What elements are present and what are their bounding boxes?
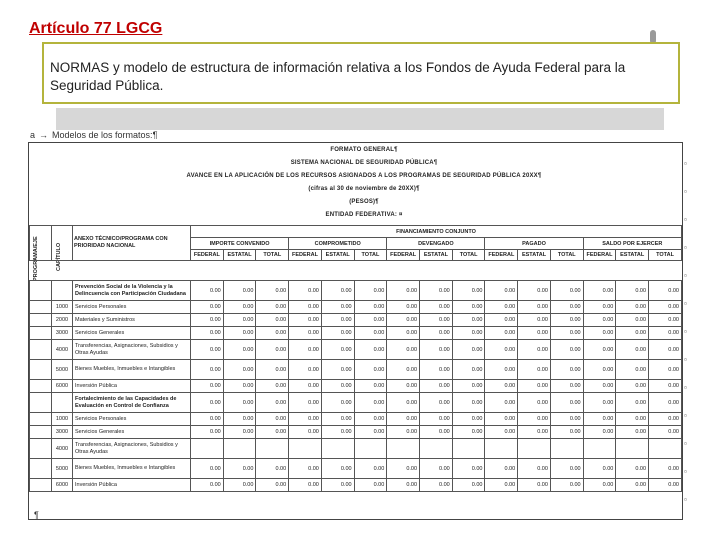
sub-header: TOTAL xyxy=(452,250,485,261)
capitulo-cell: 4000 xyxy=(52,439,73,459)
header-line-1: FORMATO GENERAL¶ xyxy=(330,147,398,153)
value-cell: 0.00 xyxy=(223,360,256,380)
value-cell: 0.00 xyxy=(289,479,322,492)
value-cell: 0.00 xyxy=(256,301,289,314)
value-cell: 0.00 xyxy=(583,301,616,314)
value-cell: 0.00 xyxy=(354,380,387,393)
table-row xyxy=(30,340,682,360)
value-cell: 0.00 xyxy=(616,360,649,380)
value-cell xyxy=(485,439,518,459)
header-line-6: ENTIDAD FEDERATIVA: ¤ xyxy=(325,212,403,218)
value-cell: 0.00 xyxy=(256,393,289,413)
value-cell xyxy=(387,439,420,459)
value-cell: 0.00 xyxy=(256,426,289,439)
value-cell: 0.00 xyxy=(256,281,289,301)
capitulo-cell xyxy=(52,393,73,413)
value-cell: 0.00 xyxy=(452,281,485,301)
value-cell: 0.00 xyxy=(191,281,224,301)
header-line-5: (PESOS)¶ xyxy=(349,199,379,205)
value-cell: 0.00 xyxy=(485,413,518,426)
capitulo-cell: 2000 xyxy=(52,314,73,327)
value-cell: 0.00 xyxy=(321,281,354,301)
value-cell: 0.00 xyxy=(583,360,616,380)
value-cell: 0.00 xyxy=(223,281,256,301)
eje-cell xyxy=(30,459,52,479)
form-frame xyxy=(28,142,683,520)
value-cell: 0.00 xyxy=(420,393,453,413)
value-cell xyxy=(289,439,322,459)
table-row xyxy=(30,314,682,327)
value-cell: 0.00 xyxy=(321,426,354,439)
value-cell: 0.00 xyxy=(387,301,420,314)
capitulo-cell xyxy=(52,281,73,301)
side-label-eje: PROGRAMA/EJE xyxy=(33,236,39,281)
value-cell: 0.00 xyxy=(289,301,322,314)
value-cell: 0.00 xyxy=(289,327,322,340)
sub-header: ESTATAL xyxy=(223,250,256,261)
value-cell: 0.00 xyxy=(485,380,518,393)
value-cell: 0.00 xyxy=(321,314,354,327)
value-cell: 0.00 xyxy=(223,314,256,327)
value-cell: 0.00 xyxy=(550,393,583,413)
value-cell xyxy=(420,439,453,459)
concept-cell: Servicios Personales xyxy=(73,413,191,426)
value-cell: 0.00 xyxy=(485,327,518,340)
value-cell xyxy=(354,439,387,459)
value-cell: 0.00 xyxy=(616,393,649,413)
section-marker: a xyxy=(30,130,36,140)
value-cell: 0.00 xyxy=(485,479,518,492)
value-cell: 0.00 xyxy=(550,281,583,301)
value-cell: 0.00 xyxy=(420,459,453,479)
group-importe: IMPORTE CONVENIDO xyxy=(191,238,289,250)
value-cell: 0.00 xyxy=(583,380,616,393)
value-cell: 0.00 xyxy=(452,459,485,479)
value-cell: 0.00 xyxy=(321,360,354,380)
sub-header: ESTATAL xyxy=(420,250,453,261)
value-cell: 0.00 xyxy=(321,301,354,314)
value-cell: 0.00 xyxy=(256,327,289,340)
value-cell: 0.00 xyxy=(191,413,224,426)
eje-cell xyxy=(30,439,52,459)
value-cell: 0.00 xyxy=(387,459,420,479)
value-cell: 0.00 xyxy=(485,360,518,380)
capitulo-cell: 1000 xyxy=(52,413,73,426)
sub-header: ESTATAL xyxy=(518,250,551,261)
sub-header: FEDERAL xyxy=(191,250,224,261)
capitulo-cell: 5000 xyxy=(52,459,73,479)
value-cell: 0.00 xyxy=(321,459,354,479)
value-cell: 0.00 xyxy=(354,393,387,413)
value-cell: 0.00 xyxy=(452,327,485,340)
value-cell: 0.00 xyxy=(256,314,289,327)
value-cell: 0.00 xyxy=(550,301,583,314)
group-header: FINANCIAMIENTO CONJUNTO xyxy=(191,226,682,238)
value-cell: 0.00 xyxy=(354,459,387,479)
table-row xyxy=(30,281,682,301)
value-cell: 0.00 xyxy=(191,314,224,327)
table-row xyxy=(30,393,682,413)
sub-header: FEDERAL xyxy=(289,250,322,261)
value-cell: 0.00 xyxy=(223,393,256,413)
sub-header: TOTAL xyxy=(550,250,583,261)
value-cell: 0.00 xyxy=(289,413,322,426)
eje-cell xyxy=(30,413,52,426)
concept-cell: Fortalecimiento de las Capacidades de Evaluación en Control de Confianza xyxy=(73,393,191,413)
value-cell: 0.00 xyxy=(289,459,322,479)
value-cell: 0.00 xyxy=(321,393,354,413)
value-cell: 0.00 xyxy=(616,380,649,393)
value-cell: 0.00 xyxy=(256,380,289,393)
value-cell: 0.00 xyxy=(452,314,485,327)
value-cell: 0.00 xyxy=(649,380,682,393)
doc-section-heading xyxy=(30,130,157,140)
value-cell: 0.00 xyxy=(616,479,649,492)
value-cell: 0.00 xyxy=(550,314,583,327)
value-cell: 0.00 xyxy=(387,426,420,439)
capitulo-cell: 3000 xyxy=(52,426,73,439)
value-cell: 0.00 xyxy=(354,340,387,360)
capitulo-cell: 3000 xyxy=(52,327,73,340)
value-cell: 0.00 xyxy=(518,413,551,426)
value-cell: 0.00 xyxy=(354,281,387,301)
value-cell: 0.00 xyxy=(354,314,387,327)
value-cell: 0.00 xyxy=(354,301,387,314)
value-cell: 0.00 xyxy=(223,459,256,479)
concept-cell: Materiales y Suministros xyxy=(73,314,191,327)
value-cell: 0.00 xyxy=(321,340,354,360)
value-cell: 0.00 xyxy=(387,380,420,393)
value-cell: 0.00 xyxy=(191,380,224,393)
value-cell: 0.00 xyxy=(550,459,583,479)
value-cell xyxy=(550,439,583,459)
value-cell: 0.00 xyxy=(649,281,682,301)
value-cell: 0.00 xyxy=(223,340,256,360)
value-cell: 0.00 xyxy=(354,479,387,492)
value-cell: 0.00 xyxy=(256,459,289,479)
table-row xyxy=(30,360,682,380)
value-cell: 0.00 xyxy=(289,340,322,360)
eje-cell xyxy=(30,360,52,380)
value-cell: 0.00 xyxy=(452,413,485,426)
value-cell: 0.00 xyxy=(420,380,453,393)
data-table xyxy=(29,280,682,492)
table-row xyxy=(30,439,682,459)
section-title: Modelos de los formatos:¶ xyxy=(52,130,158,140)
value-cell: 0.00 xyxy=(289,380,322,393)
end-mark: ¶ xyxy=(34,510,39,520)
value-cell: 0.00 xyxy=(191,340,224,360)
value-cell: 0.00 xyxy=(289,281,322,301)
value-cell: 0.00 xyxy=(452,380,485,393)
value-cell: 0.00 xyxy=(387,327,420,340)
value-cell: 0.00 xyxy=(649,314,682,327)
value-cell: 0.00 xyxy=(256,479,289,492)
value-cell: 0.00 xyxy=(387,314,420,327)
blurred-strip xyxy=(56,108,664,130)
capitulo-cell: 6000 xyxy=(52,380,73,393)
value-cell: 0.00 xyxy=(191,327,224,340)
value-cell: 0.00 xyxy=(518,459,551,479)
sub-header: FEDERAL xyxy=(387,250,420,261)
value-cell: 0.00 xyxy=(485,281,518,301)
value-cell: 0.00 xyxy=(256,360,289,380)
table-row xyxy=(30,301,682,314)
value-cell: 0.00 xyxy=(354,327,387,340)
arrow-icon: → xyxy=(39,130,49,140)
eje-cell xyxy=(30,479,52,492)
value-cell: 0.00 xyxy=(452,393,485,413)
table-row xyxy=(30,380,682,393)
value-cell: 0.00 xyxy=(452,360,485,380)
value-cell xyxy=(583,439,616,459)
value-cell: 0.00 xyxy=(420,360,453,380)
eje-cell xyxy=(30,301,52,314)
value-cell: 0.00 xyxy=(583,413,616,426)
value-cell: 0.00 xyxy=(321,413,354,426)
value-cell: 0.00 xyxy=(191,301,224,314)
value-cell: 0.00 xyxy=(616,459,649,479)
concept-cell: Transferencias, Asignaciones, Subsidios y Otras Ayudas xyxy=(73,439,191,459)
sub-header: ESTATAL xyxy=(321,250,354,261)
concept-cell: Inversión Pública xyxy=(73,380,191,393)
eje-cell xyxy=(30,380,52,393)
value-cell: 0.00 xyxy=(649,413,682,426)
concept-cell: Bienes Muebles, Inmuebles e Intangibles xyxy=(73,459,191,479)
value-cell: 0.00 xyxy=(616,327,649,340)
concept-cell: Transferencias, Asignaciones, Subsidios y Otras Ayudas xyxy=(73,340,191,360)
value-cell: 0.00 xyxy=(583,314,616,327)
value-cell: 0.00 xyxy=(616,314,649,327)
value-cell: 0.00 xyxy=(518,393,551,413)
slide-title: Artículo 77 LGCG xyxy=(29,20,163,37)
capitulo-cell: 6000 xyxy=(52,479,73,492)
value-cell: 0.00 xyxy=(518,360,551,380)
value-cell: 0.00 xyxy=(452,301,485,314)
value-cell: 0.00 xyxy=(191,479,224,492)
value-cell: 0.00 xyxy=(191,426,224,439)
side-label-capitulo: CAPÍTULO xyxy=(56,242,62,271)
eje-cell xyxy=(30,327,52,340)
value-cell xyxy=(518,439,551,459)
value-cell: 0.00 xyxy=(485,426,518,439)
group-saldo: SALDO POR EJERCER xyxy=(583,238,681,250)
header-line-4: (cifras al 30 de noviembre de 20XX)¶ xyxy=(308,186,420,192)
value-cell: 0.00 xyxy=(191,360,224,380)
value-cell: 0.00 xyxy=(649,327,682,340)
value-cell: 0.00 xyxy=(387,340,420,360)
value-cell: 0.00 xyxy=(289,360,322,380)
header-table xyxy=(29,225,682,261)
value-cell: 0.00 xyxy=(616,413,649,426)
value-cell: 0.00 xyxy=(420,314,453,327)
value-cell: 0.00 xyxy=(420,413,453,426)
value-cell: 0.00 xyxy=(518,301,551,314)
value-cell: 0.00 xyxy=(256,413,289,426)
document-image xyxy=(26,130,686,523)
value-cell: 0.00 xyxy=(321,327,354,340)
eje-cell xyxy=(30,426,52,439)
value-cell: 0.00 xyxy=(616,340,649,360)
value-cell: 0.00 xyxy=(649,393,682,413)
value-cell: 0.00 xyxy=(518,314,551,327)
group-devengado: DEVENGADO xyxy=(387,238,485,250)
value-cell: 0.00 xyxy=(649,426,682,439)
value-cell: 0.00 xyxy=(583,327,616,340)
description-box xyxy=(42,42,680,104)
eje-cell xyxy=(30,314,52,327)
value-cell: 0.00 xyxy=(518,281,551,301)
value-cell: 0.00 xyxy=(223,426,256,439)
value-cell: 0.00 xyxy=(649,459,682,479)
value-cell: 0.00 xyxy=(550,380,583,393)
header-line-2: SISTEMA NACIONAL DE SEGURIDAD PÚBLICA¶ xyxy=(290,160,438,166)
value-cell: 0.00 xyxy=(518,479,551,492)
table-row xyxy=(30,413,682,426)
value-cell: 0.00 xyxy=(321,479,354,492)
value-cell: 0.00 xyxy=(191,393,224,413)
value-cell: 0.00 xyxy=(485,393,518,413)
value-cell: 0.00 xyxy=(550,340,583,360)
sub-header: TOTAL xyxy=(256,250,289,261)
value-cell: 0.00 xyxy=(583,281,616,301)
value-cell: 0.00 xyxy=(452,340,485,360)
value-cell: 0.00 xyxy=(387,281,420,301)
concept-cell: Servicios Personales xyxy=(73,301,191,314)
value-cell: 0.00 xyxy=(649,479,682,492)
value-cell: 0.00 xyxy=(583,479,616,492)
value-cell: 0.00 xyxy=(485,459,518,479)
value-cell: 0.00 xyxy=(223,479,256,492)
sub-header: FEDERAL xyxy=(583,250,616,261)
group-pagado: PAGADO xyxy=(485,238,583,250)
eje-cell xyxy=(30,393,52,413)
value-cell: 0.00 xyxy=(550,413,583,426)
capitulo-cell: 1000 xyxy=(52,301,73,314)
table-row xyxy=(30,479,682,492)
value-cell: 0.00 xyxy=(223,327,256,340)
sub-header: TOTAL xyxy=(649,250,682,261)
value-cell: 0.00 xyxy=(191,459,224,479)
concept-header: ANEXO TÉCNICO/PROGRAMA CON PRIORIDAD NACIONAL xyxy=(73,226,191,261)
value-cell: 0.00 xyxy=(420,479,453,492)
value-cell: 0.00 xyxy=(387,393,420,413)
value-cell: 0.00 xyxy=(256,340,289,360)
value-cell: 0.00 xyxy=(518,380,551,393)
value-cell: 0.00 xyxy=(289,314,322,327)
value-cell: 0.00 xyxy=(223,413,256,426)
value-cell xyxy=(649,439,682,459)
value-cell: 0.00 xyxy=(420,426,453,439)
value-cell xyxy=(452,439,485,459)
value-cell xyxy=(223,439,256,459)
value-cell: 0.00 xyxy=(485,301,518,314)
value-cell: 0.00 xyxy=(583,340,616,360)
value-cell: 0.00 xyxy=(354,360,387,380)
value-cell: 0.00 xyxy=(420,281,453,301)
value-cell xyxy=(191,439,224,459)
value-cell: 0.00 xyxy=(649,360,682,380)
value-cell: 0.00 xyxy=(550,479,583,492)
capitulo-cell: 5000 xyxy=(52,360,73,380)
right-edge-marks: ▫ ▫ ▫ ▫ ▫ ▫ ▫ ▫ ▫ ▫ ▫ ▫ ▫ xyxy=(684,159,687,504)
eje-cell xyxy=(30,340,52,360)
sub-header: FEDERAL xyxy=(485,250,518,261)
value-cell: 0.00 xyxy=(289,393,322,413)
value-cell: 0.00 xyxy=(387,413,420,426)
value-cell: 0.00 xyxy=(583,393,616,413)
value-cell: 0.00 xyxy=(223,301,256,314)
value-cell: 0.00 xyxy=(550,426,583,439)
concept-cell: Bienes Muebles, Inmuebles e Intangibles xyxy=(73,360,191,380)
value-cell: 0.00 xyxy=(616,281,649,301)
table-row xyxy=(30,327,682,340)
value-cell: 0.00 xyxy=(387,479,420,492)
value-cell: 0.00 xyxy=(518,340,551,360)
value-cell: 0.00 xyxy=(550,327,583,340)
value-cell: 0.00 xyxy=(649,301,682,314)
sub-header: TOTAL xyxy=(354,250,387,261)
value-cell: 0.00 xyxy=(321,380,354,393)
value-cell: 0.00 xyxy=(550,360,583,380)
value-cell: 0.00 xyxy=(223,380,256,393)
value-cell: 0.00 xyxy=(387,360,420,380)
value-cell: 0.00 xyxy=(452,479,485,492)
value-cell xyxy=(321,439,354,459)
value-cell: 0.00 xyxy=(485,314,518,327)
capitulo-cell: 4000 xyxy=(52,340,73,360)
header-line-3: AVANCE EN LA APLICACIÓN DE LOS RECURSOS ASIGNADOS A LOS PROGRAMAS DE SEGURIDAD PÚBLICA 20XX¶ xyxy=(186,173,542,179)
value-cell: 0.00 xyxy=(420,327,453,340)
value-cell: 0.00 xyxy=(616,301,649,314)
value-cell: 0.00 xyxy=(289,426,322,439)
value-cell: 0.00 xyxy=(420,340,453,360)
value-cell: 0.00 xyxy=(420,301,453,314)
value-cell xyxy=(616,439,649,459)
concept-cell: Inversión Pública xyxy=(73,479,191,492)
value-cell: 0.00 xyxy=(354,426,387,439)
concept-cell: Prevención Social de la Violencia y la Delincuencia con Participación Ciudadana xyxy=(73,281,191,301)
value-cell: 0.00 xyxy=(485,340,518,360)
table-row xyxy=(30,426,682,439)
concept-cell: Servicios Generales xyxy=(73,327,191,340)
value-cell: 0.00 xyxy=(616,426,649,439)
value-cell: 0.00 xyxy=(354,413,387,426)
table-row xyxy=(30,459,682,479)
value-cell: 0.00 xyxy=(518,426,551,439)
sub-header: ESTATAL xyxy=(616,250,649,261)
value-cell xyxy=(256,439,289,459)
concept-cell: Servicios Generales xyxy=(73,426,191,439)
value-cell: 0.00 xyxy=(583,459,616,479)
eje-cell xyxy=(30,281,52,301)
description-text: NORMAS y modelo de estructura de información relativa a los Fondos de Ayuda Federal para la Seguridad Pública. xyxy=(50,60,626,93)
value-cell: 0.00 xyxy=(583,426,616,439)
value-cell: 0.00 xyxy=(518,327,551,340)
value-cell: 0.00 xyxy=(649,340,682,360)
value-cell: 0.00 xyxy=(452,426,485,439)
group-comprometido: COMPROMETIDO xyxy=(289,238,387,250)
